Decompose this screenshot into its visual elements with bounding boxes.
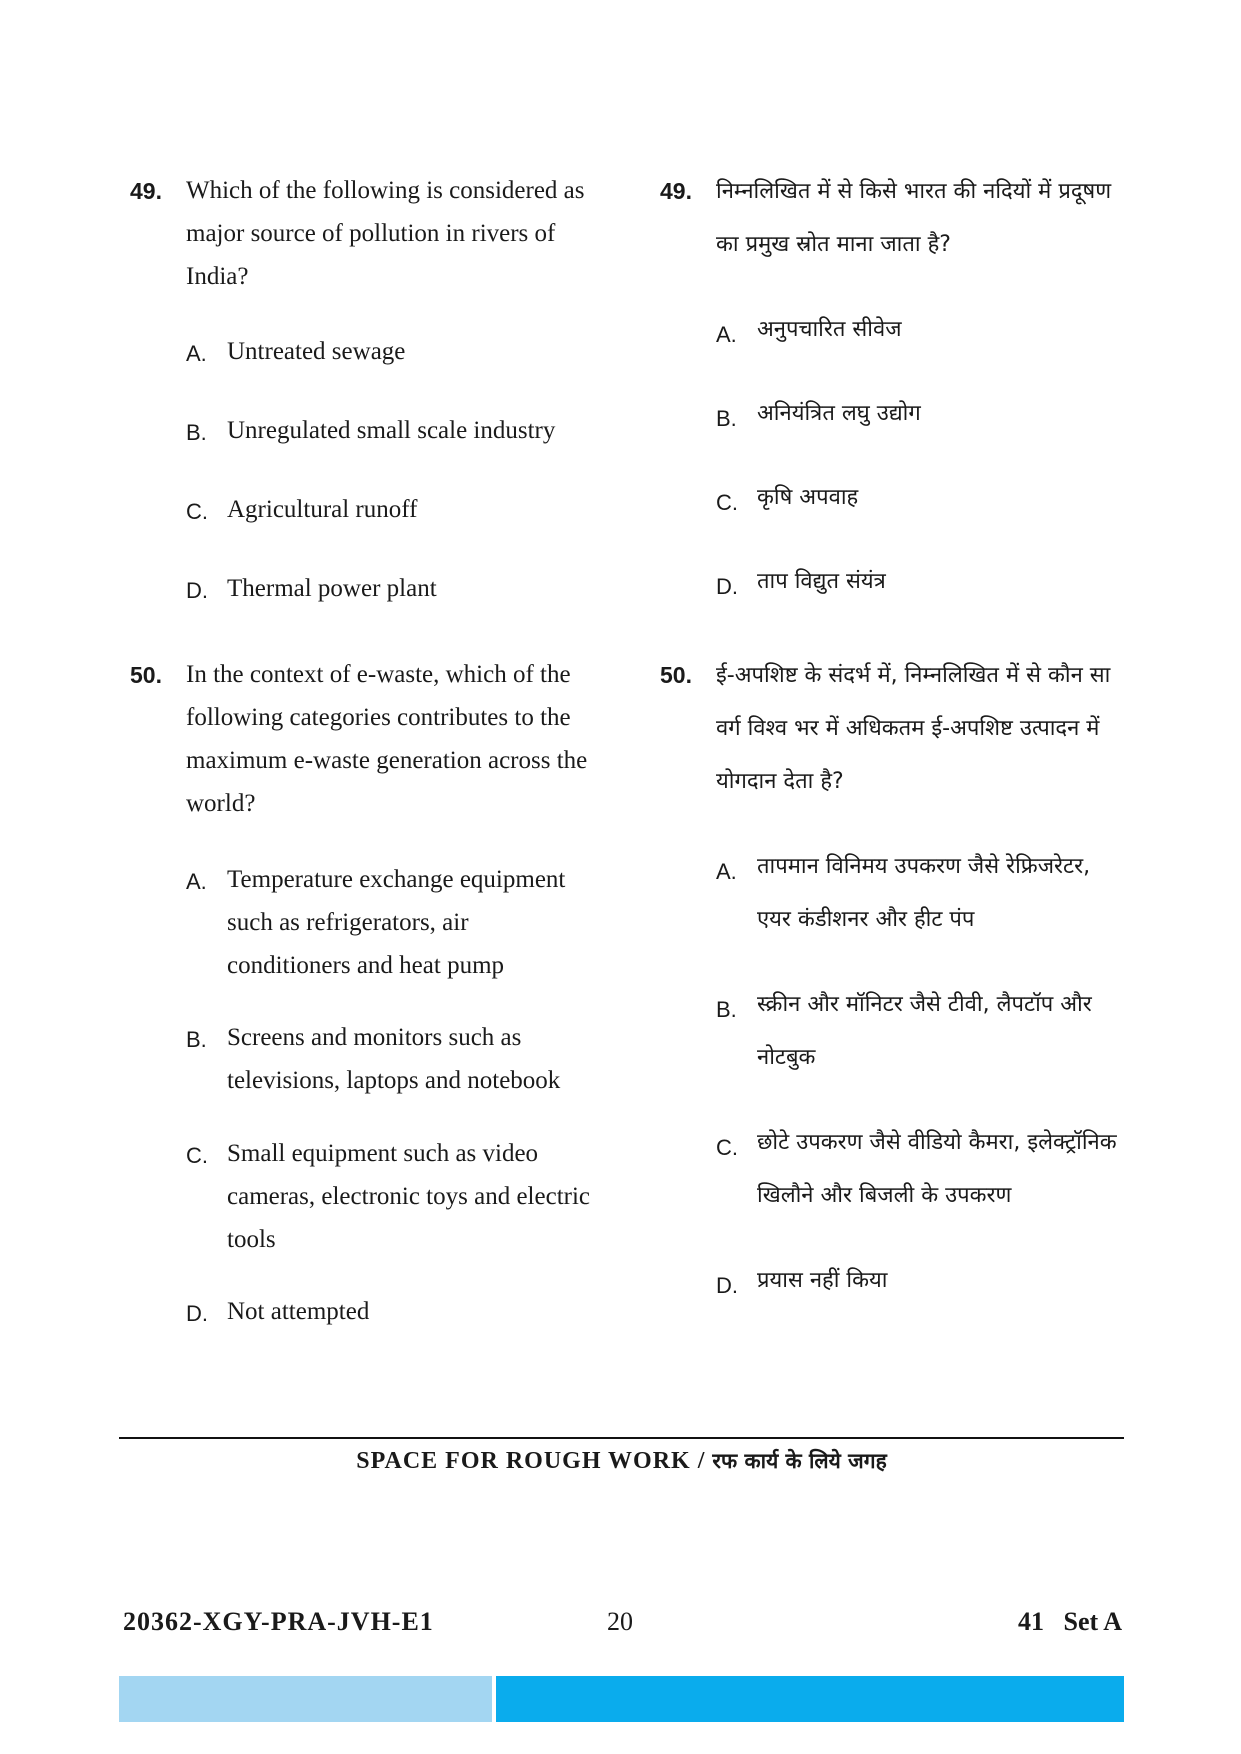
option-letter: C. xyxy=(716,490,738,515)
option-line: एयर कंडीशनर और हीट पंप xyxy=(757,907,975,932)
question-text xyxy=(716,165,1136,271)
option-line: खिलौने और बिजली के उपकरण xyxy=(757,1183,1012,1208)
rough-work-label xyxy=(119,1447,1124,1475)
option-text xyxy=(757,840,1157,946)
option-text: Unregulated small scale industry xyxy=(227,417,556,444)
option-letter: B. xyxy=(716,997,737,1022)
question-line: following categories contributes to the xyxy=(186,704,571,731)
question-line: निम्नलिखित में से किसे भारत की नदियों में प्रदूषण xyxy=(716,179,1112,204)
option-line: नोटबुक xyxy=(757,1045,816,1070)
option-text: Not attempted xyxy=(227,1298,370,1325)
question-line: ई-अपशिष्ट के संदर्भ में, निम्नलिखित में से कौन सा xyxy=(716,663,1111,688)
option-line: छोटे उपकरण जैसे वीडियो कैमरा, इलेक्ट्रॉनिक xyxy=(757,1130,1117,1155)
option-text xyxy=(757,1116,1157,1222)
option-letter: D. xyxy=(186,1301,208,1326)
question-line: major source of pollution in rivers of xyxy=(186,220,556,247)
question-number: 49. xyxy=(660,178,692,204)
question-line: वर्ग विश्व भर में अधिकतम ई-अपशिष्ट उत्पादन में xyxy=(716,716,1100,741)
paper-code: 20362-XGY-PRA-JVH-E1 xyxy=(123,1607,434,1636)
rough-work-divider xyxy=(119,1437,1124,1439)
rough-work-label-en: SPACE FOR ROUGH WORK / xyxy=(356,1448,713,1474)
option-letter: A. xyxy=(186,869,207,894)
question-line: योगदान देता है? xyxy=(716,769,844,794)
option-letter: C. xyxy=(186,499,208,524)
option-line: स्क्रीन और मॉनिटर जैसे टीवी, लैपटॉप और xyxy=(757,992,1092,1017)
option-text xyxy=(227,858,617,987)
question-text xyxy=(716,649,1136,808)
option-line: conditioners and heat pump xyxy=(227,952,505,979)
question-line: Which of the following is considered as xyxy=(186,177,585,204)
option-letter: D. xyxy=(716,574,738,599)
option-text: प्रयास नहीं किया xyxy=(757,1268,888,1293)
question-line: world? xyxy=(186,790,256,817)
question-text xyxy=(186,169,606,298)
page-number: 20 xyxy=(607,1607,633,1636)
option-line: Temperature exchange equipment xyxy=(227,866,566,893)
option-line: तापमान विनिमय उपकरण जैसे रेफ्रिजरेटर, xyxy=(757,854,1091,879)
option-line: cameras, electronic toys and electric xyxy=(227,1183,591,1210)
option-letter: A. xyxy=(716,859,737,884)
option-text: ताप विद्युत संयंत्र xyxy=(757,569,886,594)
option-line: Screens and monitors such as xyxy=(227,1024,522,1051)
question-line: maximum e-waste generation across the xyxy=(186,747,588,774)
option-text xyxy=(227,1016,617,1102)
option-text xyxy=(227,1132,627,1261)
option-letter: A. xyxy=(716,322,737,347)
option-letter: A. xyxy=(186,341,207,366)
option-letter: B. xyxy=(186,1027,207,1052)
footer-bar-light xyxy=(119,1676,492,1722)
option-text: Thermal power plant xyxy=(227,575,437,602)
option-line: televisions, laptops and notebook xyxy=(227,1067,561,1094)
option-letter: C. xyxy=(186,1143,208,1168)
question-text xyxy=(186,653,616,825)
option-letter: B. xyxy=(186,420,207,445)
rough-work-label-hi: रफ कार्य के लिये जगह xyxy=(712,1449,887,1473)
option-letter: D. xyxy=(716,1273,738,1298)
question-number: 50. xyxy=(130,662,162,688)
option-letter: B. xyxy=(716,406,737,431)
option-line: Small equipment such as video xyxy=(227,1140,539,1167)
option-text: Agricultural runoff xyxy=(227,496,418,523)
option-text: Untreated sewage xyxy=(227,338,406,365)
question-line: In the context of e-waste, which of the xyxy=(186,661,571,688)
option-text xyxy=(757,978,1157,1084)
option-letter: D. xyxy=(186,578,208,603)
option-letter: C. xyxy=(716,1135,738,1160)
option-text: कृषि अपवाह xyxy=(757,485,859,510)
option-line: tools xyxy=(227,1226,276,1253)
option-line: such as refrigerators, air xyxy=(227,909,469,936)
option-text: अनुपचारित सीवेज xyxy=(757,317,902,342)
set-label: 41 Set A xyxy=(1018,1607,1122,1636)
question-number: 49. xyxy=(130,178,162,204)
footer-bar-dark xyxy=(496,1676,1124,1722)
question-line: का प्रमुख स्रोत माना जाता है? xyxy=(716,232,951,257)
question-number: 50. xyxy=(660,662,692,688)
question-line: India? xyxy=(186,263,249,290)
option-text: अनियंत्रित लघु उद्योग xyxy=(757,401,921,426)
